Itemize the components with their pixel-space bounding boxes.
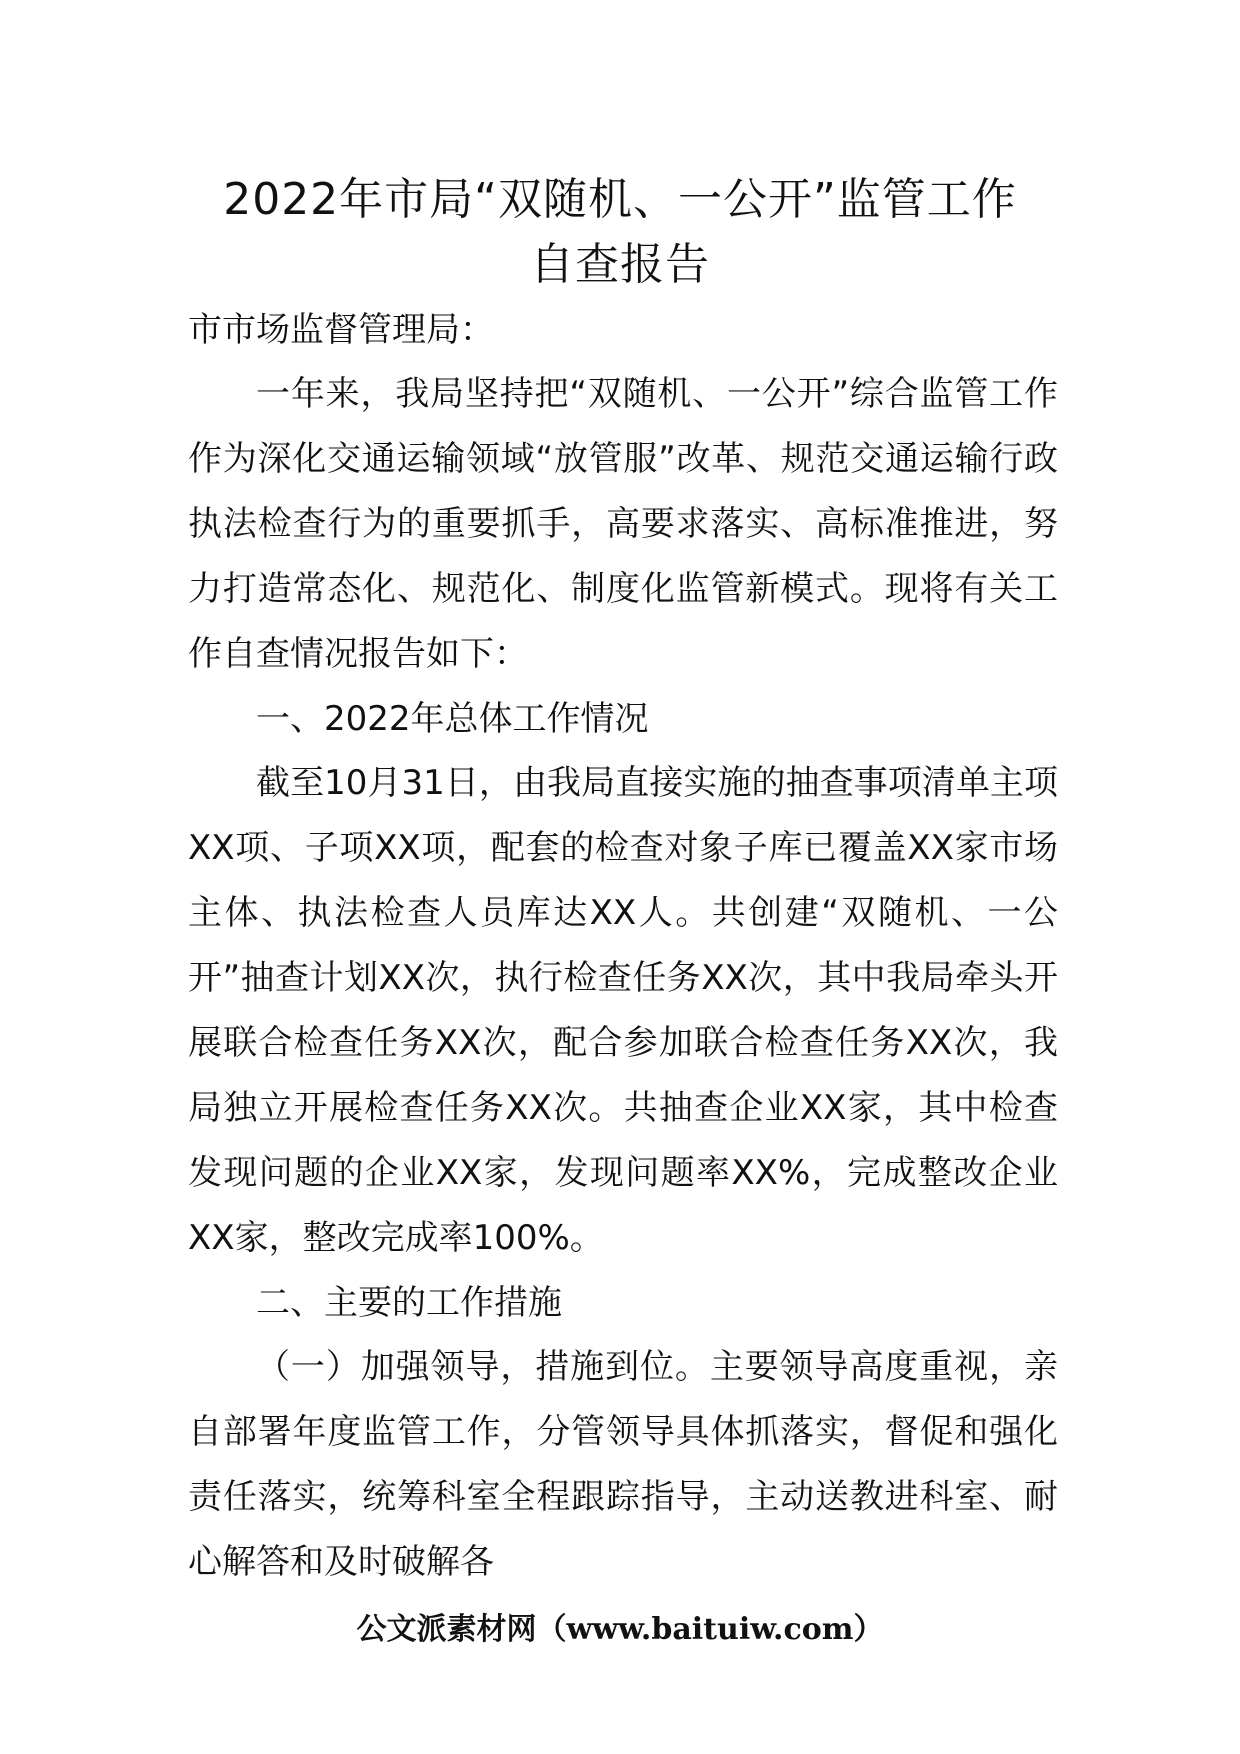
section-heading-2: 二、主要的工作措施 bbox=[256, 1283, 562, 1323]
paragraph-section-2: （一）加强领导，措施到位。主要领导高度重视，亲自部署年度监管工作，分管领导具体抓落实，督促和强化责任落实，统筹科室全程跟踪指导，主动送教进科室、耐心解答和及时破解各 bbox=[188, 1347, 1058, 1582]
document-title-line2: 自查报告 bbox=[530, 239, 710, 290]
paragraph-intro: 一年来，我局坚持把“双随机、一公开”综合监管工作作为深化交通运输领域“放管服”改革、规范交通运输行政执法检查行为的重要抓手，高要求落实、高标准推进，努力打造常态化、规范化、制度化监管新模式。现将有关工作自查情况报告如下： bbox=[188, 374, 1058, 674]
section-heading-1: 一、2022年总体工作情况 bbox=[256, 699, 649, 739]
document-title-line1: 2022年市局“双随机、一公开”监管工作 bbox=[223, 174, 1017, 225]
footer-watermark-text: 公文派素材网（www.baituiw.com） bbox=[356, 1612, 884, 1647]
paragraph-section-1: 截至10月31日，由我局直接实施的抽查事项清单主项XX项、子项XX项，配套的检查对象子库已覆盖XX家市场主体、执法检查人员库达XX人。共创建“双随机、一公开”抽查计划XX次，执行检查任务XX次，其中我局牵头开展联合检查任务XX次，配合参加联合检查任务XX次，我局独立开展检查任务XX次。共抽查企业XX家，其中检查发现问题的企业XX家，发现问题率XX%，完成整改企业XX家，整改完成率100%。 bbox=[188, 763, 1058, 1258]
salutation: 市市场监督管理局： bbox=[188, 310, 494, 350]
